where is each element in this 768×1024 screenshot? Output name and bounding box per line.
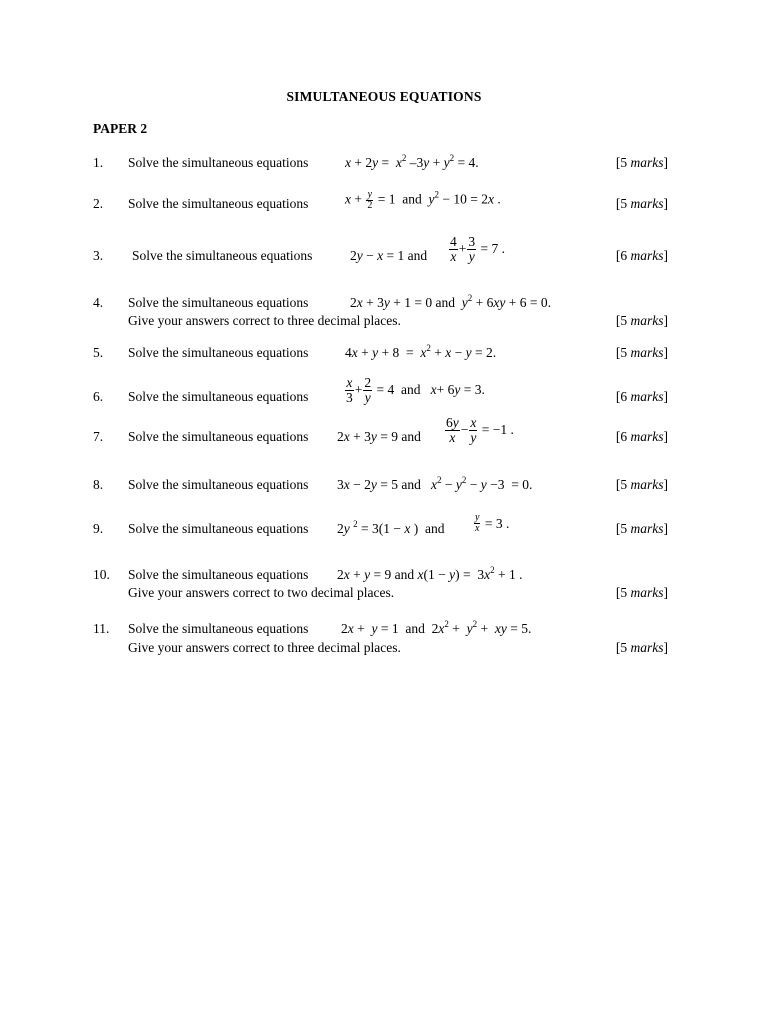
question-number: 9.: [93, 521, 104, 536]
marks: [6 marks]: [615, 248, 668, 263]
question-number: 2.: [93, 196, 104, 211]
equation: 2x + y = 9 and $x(1 - y) = 3x^2 + 1$ .: [337, 565, 523, 582]
marks: [5 marks]: [615, 585, 668, 600]
equation: 2x + 3y = 9 and: [337, 429, 421, 444]
equation: 2y − x = 1 and: [350, 248, 428, 263]
marks: [5 marks]: [615, 345, 668, 360]
equation-fraction: $\frac{4}{x}$ + $\frac{3}{y}$ = 7 .: [450, 234, 505, 264]
marks: [5 marks]: [615, 477, 668, 492]
marks: [5 marks]: [615, 196, 668, 211]
paper-heading: PAPER 2: [93, 121, 148, 136]
question-number: 1.: [93, 155, 104, 170]
equation: $x + 2y = x^2$ $-3y + y^2 = 4$.: [345, 153, 479, 170]
question-prefix: Solve the simultaneous equations: [128, 196, 309, 211]
equation: x + $\frac{y}{2}$ = 1 and $y^2 - 10 = 2x$ .: [345, 189, 501, 211]
question-number: 10.: [93, 567, 110, 582]
question-number: 7.: [93, 429, 104, 444]
equation: 2y $^2$ = 3(1 − x ) and: [337, 519, 445, 536]
question-number: 11.: [93, 621, 110, 636]
equation-fraction: $\frac{y}{x}$ = 3 .: [475, 512, 510, 534]
question-prefix: Solve the simultaneous equations: [128, 389, 309, 404]
equation: 3x − 2y = 5 and $x^2 - y^2 - y -3 = 0$.: [337, 475, 533, 492]
question-number: 5.: [93, 345, 104, 360]
equation-fraction: $\frac{6y}{x}$ − $\frac{x}{y}$ = −1 .: [446, 415, 514, 445]
question-prefix: Solve the simultaneous equations: [128, 345, 309, 360]
equation: 2x + 3y + 1 = 0 and $y^2 + 6xy + 6 = 0$.: [350, 293, 551, 310]
question-prefix: Solve the simultaneous equations: [128, 429, 309, 444]
page-title: SIMULTANEOUS EQUATIONS: [286, 89, 482, 104]
question-prefix: Solve the simultaneous equations: [128, 295, 309, 310]
marks: [5 marks]: [615, 313, 668, 328]
question-prefix: Solve the simultaneous equations: [128, 567, 309, 582]
question-prefix: Solve the simultaneous equations: [132, 248, 313, 263]
question-note: Give your answers correct to two decimal places.: [128, 585, 395, 600]
question-note: Give your answers correct to three decimal places.: [128, 313, 401, 328]
marks: [5 marks]: [615, 640, 668, 655]
marks: [6 marks]: [615, 429, 668, 444]
question-prefix: Solve the simultaneous equations: [128, 155, 309, 170]
question-prefix: Solve the simultaneous equations: [128, 477, 309, 492]
question-prefix: Solve the simultaneous equations: [128, 521, 309, 536]
question-number: 4.: [93, 295, 104, 310]
question-number: 3.: [93, 248, 104, 263]
equation: 2x + y = 1 and $2x^2 + y^2$ + xy = 5.: [341, 619, 532, 636]
equation: $4x + y + 8 = x^2 + x - y = 2$.: [345, 343, 497, 360]
marks: [6 marks]: [615, 389, 668, 404]
marks: [5 marks]: [615, 521, 668, 536]
marks: [5 marks]: [615, 155, 668, 170]
question-note: Give your answers correct to three decimal places.: [128, 640, 401, 655]
question-number: 6.: [93, 389, 104, 404]
equation: $\frac{x}{3}$ + $\frac{2}{y}$ = 4 and x+ 6y = 3.: [346, 375, 485, 405]
question-number: 8.: [93, 477, 104, 492]
question-prefix: Solve the simultaneous equations: [128, 621, 309, 636]
